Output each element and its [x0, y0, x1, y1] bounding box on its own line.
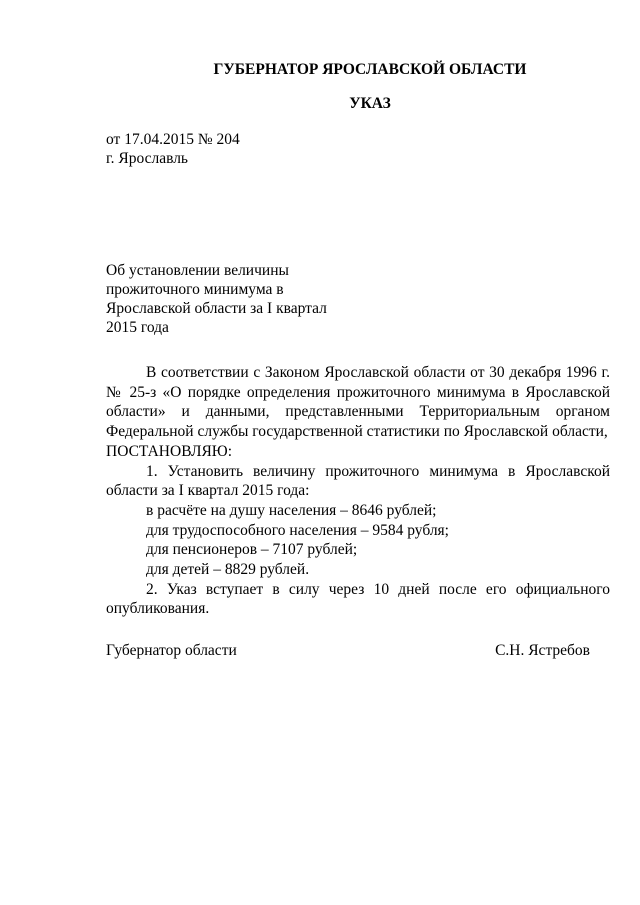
signatory-position: Губернатор области [106, 642, 237, 659]
subject-line: 2015 года [106, 319, 169, 336]
document-body [106, 363, 610, 619]
document-meta [106, 130, 240, 168]
minimum-value-item: для трудоспособного населения – 9584 рубля; [146, 521, 449, 539]
signatory-name: С.Н. Ястребов [495, 642, 590, 659]
document-subject [106, 261, 327, 337]
issue-place: г. Ярославль [106, 150, 188, 167]
minimum-value-item: в расчёте на душу населения – 8646 рублей; [146, 501, 437, 519]
issuing-authority: ГУБЕРНАТОР ЯРОСЛАВСКОЙ ОБЛАСТИ [213, 61, 527, 78]
resolve-word: ПОСТАНОВЛЯЮ: [106, 442, 233, 460]
minimum-value-item: для детей – 8829 рублей. [146, 561, 310, 579]
item-2-paragraph: 2. Указ вступает в силу через 10 дней после его официального опубликования. [106, 580, 610, 618]
subject-line: прожиточного минимума в [106, 281, 284, 298]
date-and-number: от 17.04.2015 № 204 [106, 131, 240, 148]
preamble-paragraph: В соответствии с Законом Ярославской области от 30 декабря 1996 г. № 25-з «О порядке определения прожиточного минимума в Ярославской области» и данными, представленными Территориальным органом Федеральной службы государственной статистики по Ярославской области, [106, 364, 610, 441]
subject-line: Об установлении величины [106, 262, 289, 279]
subject-line: Ярославской области за I квартал [106, 300, 327, 317]
minimum-value-item: для пенсионеров – 7107 рублей; [146, 541, 358, 559]
document-type: УКАЗ [349, 95, 391, 112]
item-1-paragraph: 1. Установить величину прожиточного минимума в Ярославской области за I квартал 2015 года: [106, 462, 610, 500]
